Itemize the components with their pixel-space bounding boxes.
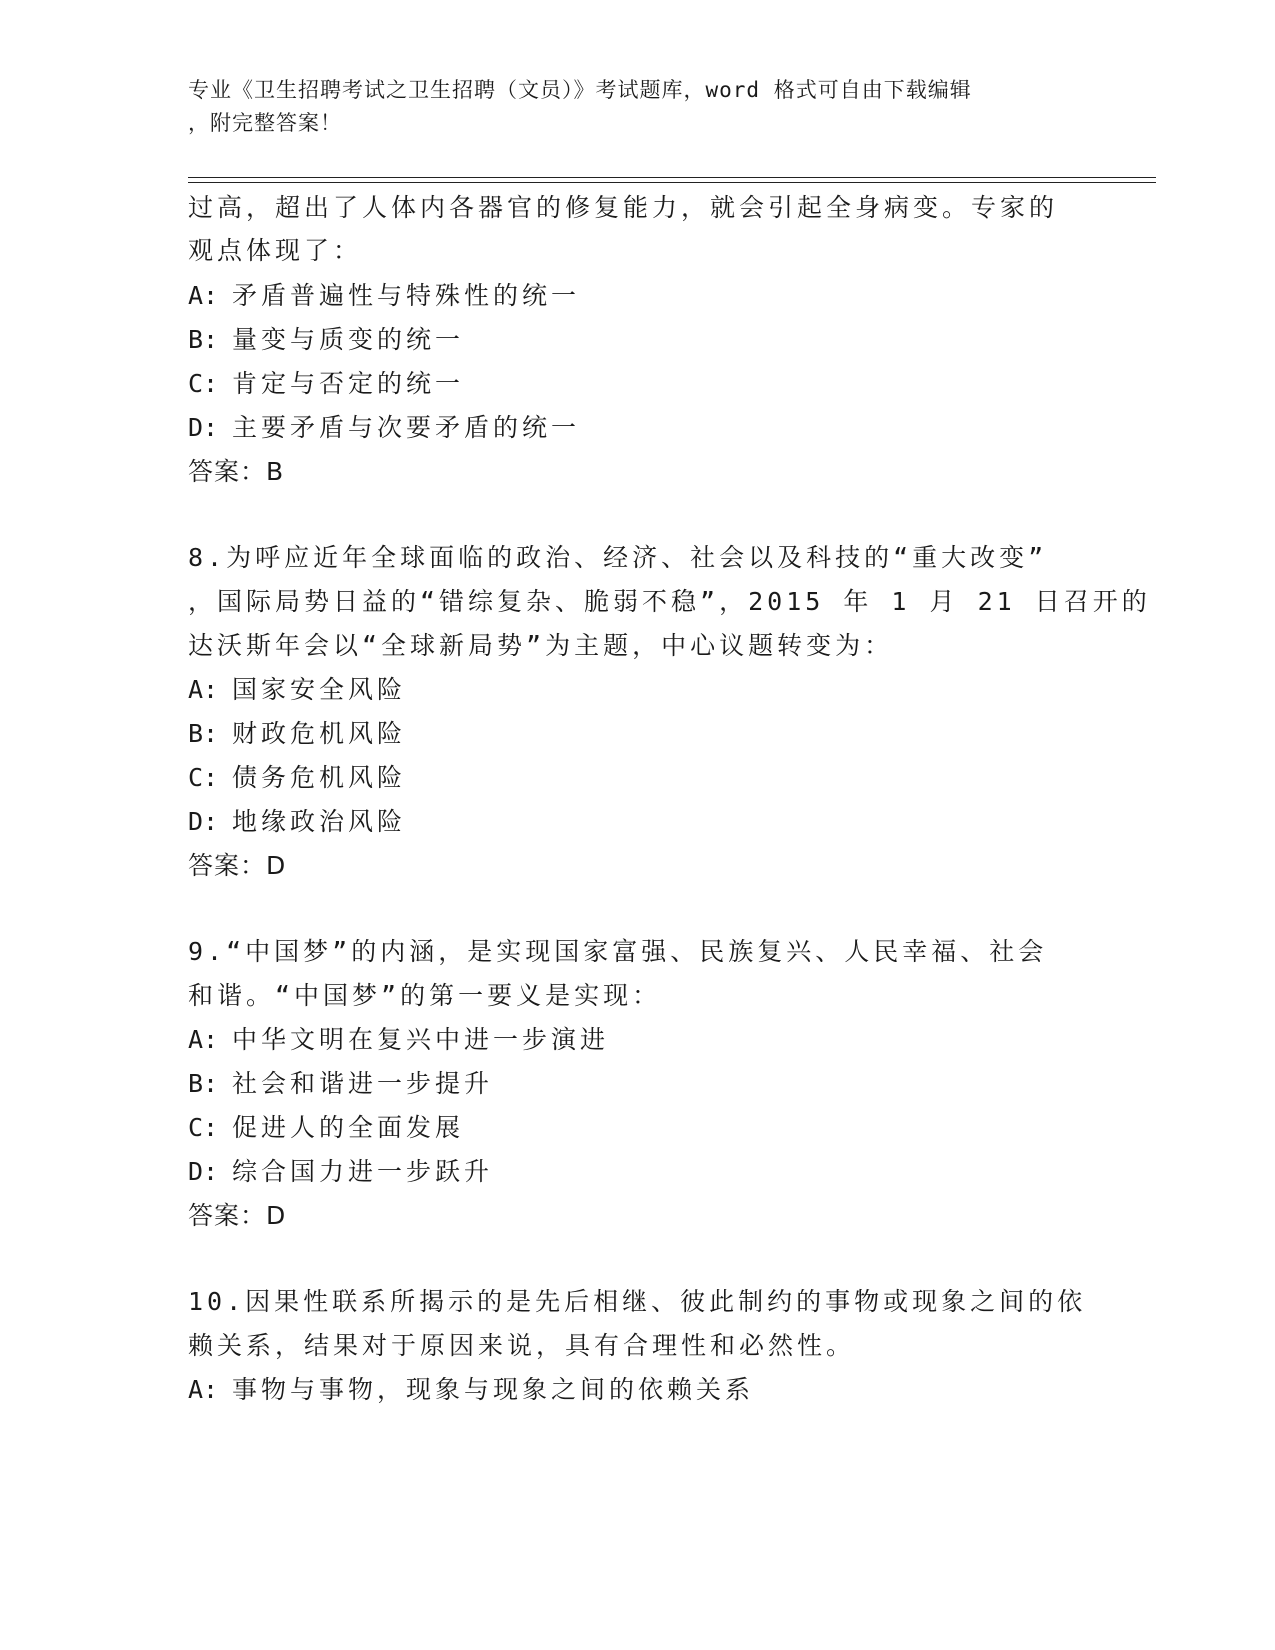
header-divider-top [188, 177, 1156, 178]
option-letter: B: [188, 325, 219, 354]
question-8-stem-line-1: 8.为呼应近年全球面临的政治、经济、社会以及科技的“重大改变” [188, 543, 1048, 572]
option-text: 中华文明在复兴中进一步演进 [232, 1025, 610, 1054]
question-9-option-d [188, 1156, 493, 1188]
question-9-answer: 答案：D [188, 1201, 287, 1230]
option-letter: D: [188, 807, 219, 836]
question-7-answer: 答案：B [188, 457, 285, 486]
option-text: 综合国力进一步跃升 [232, 1157, 494, 1186]
question-8-option-c [188, 762, 406, 794]
question-8-stem-line-2: ，国际局势日益的“错综复杂、脆弱不稳”，2015 年 1 月 21 日召开的 [188, 587, 1151, 616]
question-7-stem-line-2: 观点体现了： [188, 236, 363, 265]
option-text: 债务危机风险 [232, 763, 407, 792]
question-8-option-d [188, 806, 406, 838]
option-text: 地缘政治风险 [232, 807, 407, 836]
question-8-answer: 答案：D [188, 851, 287, 880]
option-text: 矛盾普遍性与特殊性的统一 [232, 281, 581, 310]
option-text: 促进人的全面发展 [232, 1113, 465, 1142]
question-10-option-a [188, 1374, 754, 1406]
question-8-option-b [188, 718, 406, 750]
header-line-1: 专业《卫生招聘考试之卫生招聘（文员）》考试题库，word 格式可自由下载编辑 [188, 78, 972, 102]
question-7-option-c [188, 368, 464, 400]
option-text: 国家安全风险 [232, 675, 407, 704]
option-text: 主要矛盾与次要矛盾的统一 [232, 413, 581, 442]
option-letter: B: [188, 719, 219, 748]
option-letter: C: [188, 369, 219, 398]
option-text: 量变与质变的统一 [232, 325, 465, 354]
option-letter: A: [188, 281, 219, 310]
question-7-option-a [188, 280, 580, 312]
question-7-option-b [188, 324, 464, 356]
question-8-option-a [188, 674, 406, 706]
question-9-option-b [188, 1068, 493, 1100]
option-text: 社会和谐进一步提升 [232, 1069, 494, 1098]
option-text: 肯定与否定的统一 [232, 369, 465, 398]
question-8-stem-line-3: 达沃斯年会以“全球新局势”为主题，中心议题转变为： [188, 631, 894, 660]
question-7-option-d [188, 412, 580, 444]
option-letter: C: [188, 1113, 219, 1142]
option-letter: A: [188, 675, 219, 704]
header-divider-bottom [188, 182, 1156, 183]
option-letter: C: [188, 763, 219, 792]
option-letter: D: [188, 413, 219, 442]
option-text: 事物与事物，现象与现象之间的依赖关系 [232, 1375, 755, 1404]
document-header [188, 74, 1088, 140]
question-9-stem-line-1: 9.“中国梦”的内涵，是实现国家富强、民族复兴、人民幸福、社会 [188, 937, 1048, 966]
question-7-stem-line-1: 过高，超出了人体内各器官的修复能力，就会引起全身病变。专家的 [188, 193, 1059, 222]
question-10-stem-line-2: 赖关系，结果对于原因来说，具有合理性和必然性。 [188, 1331, 856, 1360]
question-10-stem-line-1: 10.因果性联系所揭示的是先后相继、彼此制约的事物或现象之间的依 [188, 1287, 1087, 1316]
option-letter: D: [188, 1157, 219, 1186]
question-9-option-a [188, 1024, 609, 1056]
option-text: 财政危机风险 [232, 719, 407, 748]
option-letter: A: [188, 1375, 219, 1404]
header-line-2: ，附完整答案！ [188, 111, 342, 135]
question-9-option-c [188, 1112, 464, 1144]
question-9-stem-line-2: 和谐。“中国梦”的第一要义是实现： [188, 981, 662, 1010]
option-letter: A: [188, 1025, 219, 1054]
option-letter: B: [188, 1069, 219, 1098]
